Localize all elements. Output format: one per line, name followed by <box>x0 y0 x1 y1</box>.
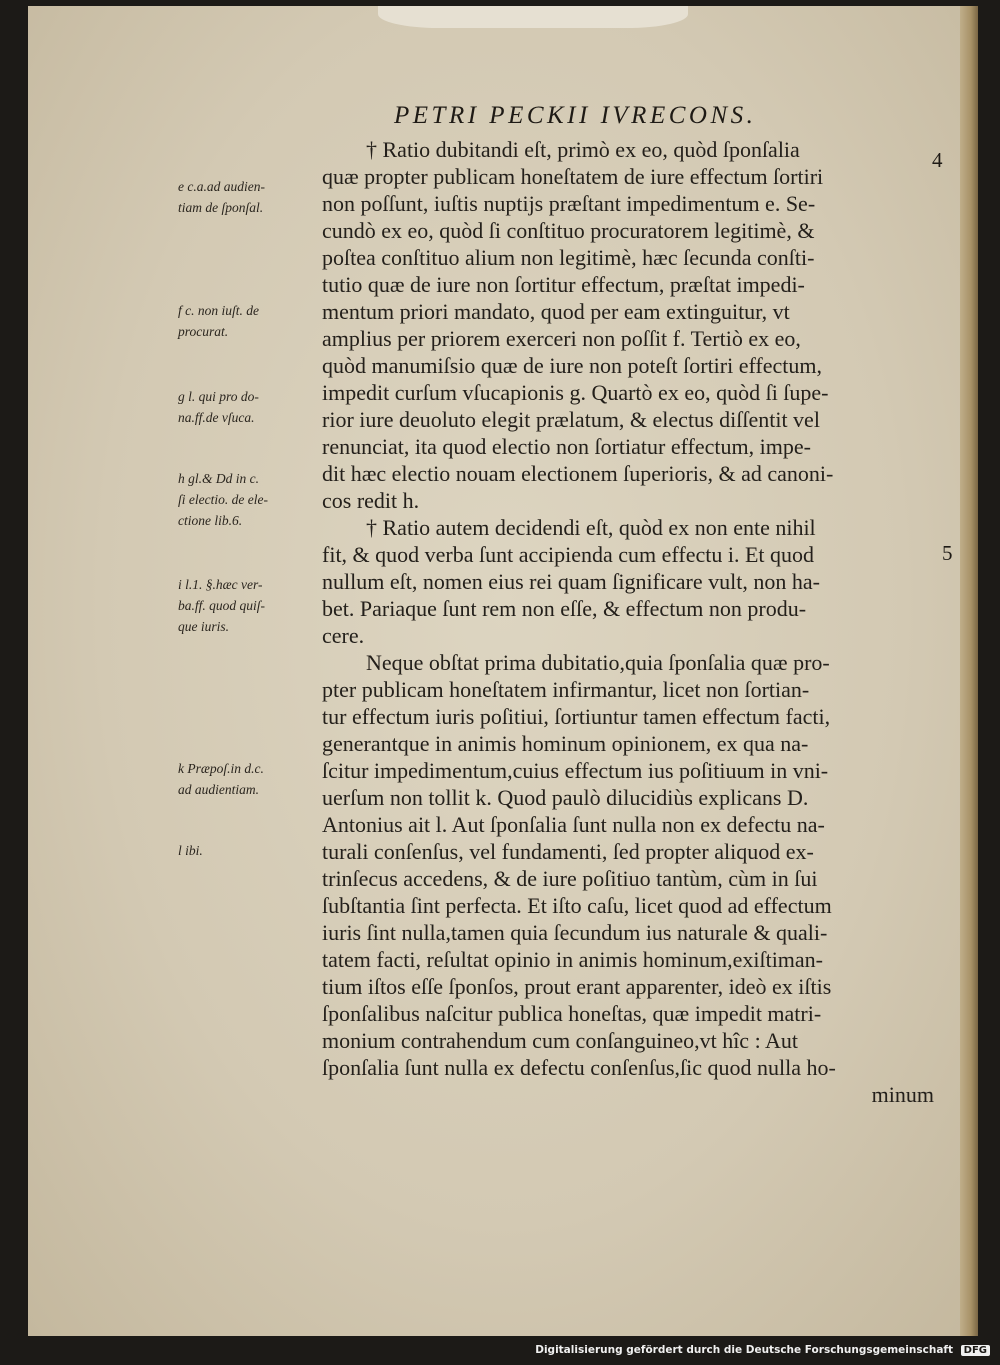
text-line: cere. <box>322 623 365 648</box>
text-line: generantque in animis hominum opinionem, ex qua na- <box>322 731 809 756</box>
marginal-note <box>178 176 336 218</box>
text-line: cundò ex eo, quòd ſi conſtituo procuratorem legitimè, & <box>322 218 815 243</box>
text-line: quòd manumiſsio quæ de iure non poteſt ſortiri effectum, <box>322 353 823 378</box>
marginal-note-line: na.ff.de vſuca. <box>178 410 255 425</box>
marginal-note-line: g l. qui pro do- <box>178 389 259 404</box>
section-number: 4 <box>932 148 943 172</box>
main-text-block <box>322 136 934 1108</box>
marginal-note-line: ba.ff. quod quiſ- <box>178 598 265 613</box>
text-line: renunciat, ita quod electio non ſortiatur effectum, impe- <box>322 434 811 459</box>
text-line: nullum eſt, nomen eius rei quam ſignificare vult, non ha- <box>322 569 820 594</box>
marginal-note <box>178 758 336 800</box>
section-number: 5 <box>942 541 953 565</box>
marginal-note-line: f c. non iuſt. de <box>178 303 259 318</box>
dfg-logo: DFG <box>961 1345 990 1356</box>
running-head: PETRI PECKII IVRECONS. <box>394 102 757 129</box>
text-line: non poſſunt, iuſtis nuptijs præſtant impedimentum e. Se- <box>322 191 816 216</box>
text-line: † Ratio autem decidendi eſt, quòd ex non ente nihil <box>366 515 816 540</box>
marginal-note <box>178 574 336 637</box>
scanned-page <box>28 6 978 1336</box>
text-line: quæ propter publicam honeſtatem de iure effectum ſortiri <box>322 164 824 189</box>
digitization-credit <box>535 1344 990 1356</box>
text-line: ſponſalibus naſcitur publica honeſtas, quæ impedit matri- <box>322 1001 822 1026</box>
text-line: turali conſenſus, vel fundamenti, ſed propter aliquod ex- <box>322 839 814 864</box>
marginal-note-line: tiam de ſponſal. <box>178 200 264 215</box>
text-line: minum <box>871 1082 934 1107</box>
text-line: monium contrahendum cum conſanguineo,vt hîc : Aut <box>322 1028 798 1053</box>
text-line: Neque obſtat prima dubitatio,quia ſponſalia quæ pro- <box>366 650 830 675</box>
text-line: mentum priori mandato, quod per eam extinguitur, vt <box>322 299 790 324</box>
page-edge <box>960 6 978 1336</box>
page-tab <box>378 6 688 28</box>
marginal-note <box>178 386 336 428</box>
marginal-note-line: procurat. <box>178 324 229 339</box>
marginal-note-line: e c.a.ad audien- <box>178 179 265 194</box>
text-line: fit, & quod verba ſunt accipienda cum effectu i. Et quod <box>322 542 814 567</box>
marginal-note-line: i l.1. §.hæc ver- <box>178 577 263 592</box>
marginal-note-line: h gl.& Dd in c. <box>178 471 259 486</box>
marginal-note <box>178 468 336 531</box>
marginal-note-line: l ibi. <box>178 843 203 858</box>
text-line: dit hæc electio nouam electionem ſuperioris, & ad canoni- <box>322 461 834 486</box>
text-line: ſubſtantia ſint perfecta. Et iſto caſu, licet quod ad effectum <box>322 893 832 918</box>
text-line: amplius per priorem exerceri non poſſit f. Tertiò ex eo, <box>322 326 801 351</box>
text-line: pter publicam honeſtatem infirmantur, licet non ſortian- <box>322 677 810 702</box>
text-line: tutio quæ de iure non ſortitur effectum, præſtat impedi- <box>322 272 805 297</box>
text-line: tatem facti, reſultat opinio in animis hominum,exiſtiman- <box>322 947 824 972</box>
marginal-note-line: ctione lib.6. <box>178 513 243 528</box>
text-line: † Ratio dubitandi eſt, primò ex eo, quòd ſponſalia <box>366 137 800 162</box>
text-line: bet. Pariaque ſunt rem non eſſe, & effectum non produ- <box>322 596 807 621</box>
text-line: tur effectum iuris poſitiui, ſortiuntur tamen effectum facti, <box>322 704 831 729</box>
text-line: ſponſalia ſunt nulla ex defectu conſenſus,ſic quod nulla ho- <box>322 1055 836 1080</box>
text-line: ſcitur impedimentum,cuius effectum ius poſitiuum in vni- <box>322 758 829 783</box>
text-line: uerſum non tollit k. Quod paulò dilucidiùs explicans D. <box>322 785 809 810</box>
marginal-note-line: k Præpoſ.in d.c. <box>178 761 264 776</box>
text-line: iuris ſint nulla,tamen quia ſecundum ius naturale & quali- <box>322 920 828 945</box>
marginal-note-line: ſi electio. de ele- <box>178 492 268 507</box>
marginal-note <box>178 840 336 861</box>
text-line: rior iure deuoluto elegit prælatum, & electus diſſentit vel <box>322 407 820 432</box>
marginal-note <box>178 300 336 342</box>
text-line: tium iſtos eſſe ſponſos, prout erant apparenter, ideò ex iſtis <box>322 974 832 999</box>
text-line: trinſecus accedens, & de iure poſitiuo tantùm, cùm in ſui <box>322 866 818 891</box>
text-line: poſtea conſtituo alium non legitimè, hæc ſecunda conſti- <box>322 245 815 270</box>
marginal-note-line: ad audientiam. <box>178 782 259 797</box>
text-line: Antonius ait l. Aut ſponſalia ſunt nulla non ex defectu na- <box>322 812 825 837</box>
credit-text: Digitalisierung gefördert durch die Deutsche Forschungsgemeinschaft <box>535 1344 953 1356</box>
text-line: impedit curſum vſucapionis g. Quartò ex eo, quòd ſi ſupe- <box>322 380 829 405</box>
marginal-note-line: que iuris. <box>178 619 230 634</box>
text-line: cos redit h. <box>322 488 420 513</box>
